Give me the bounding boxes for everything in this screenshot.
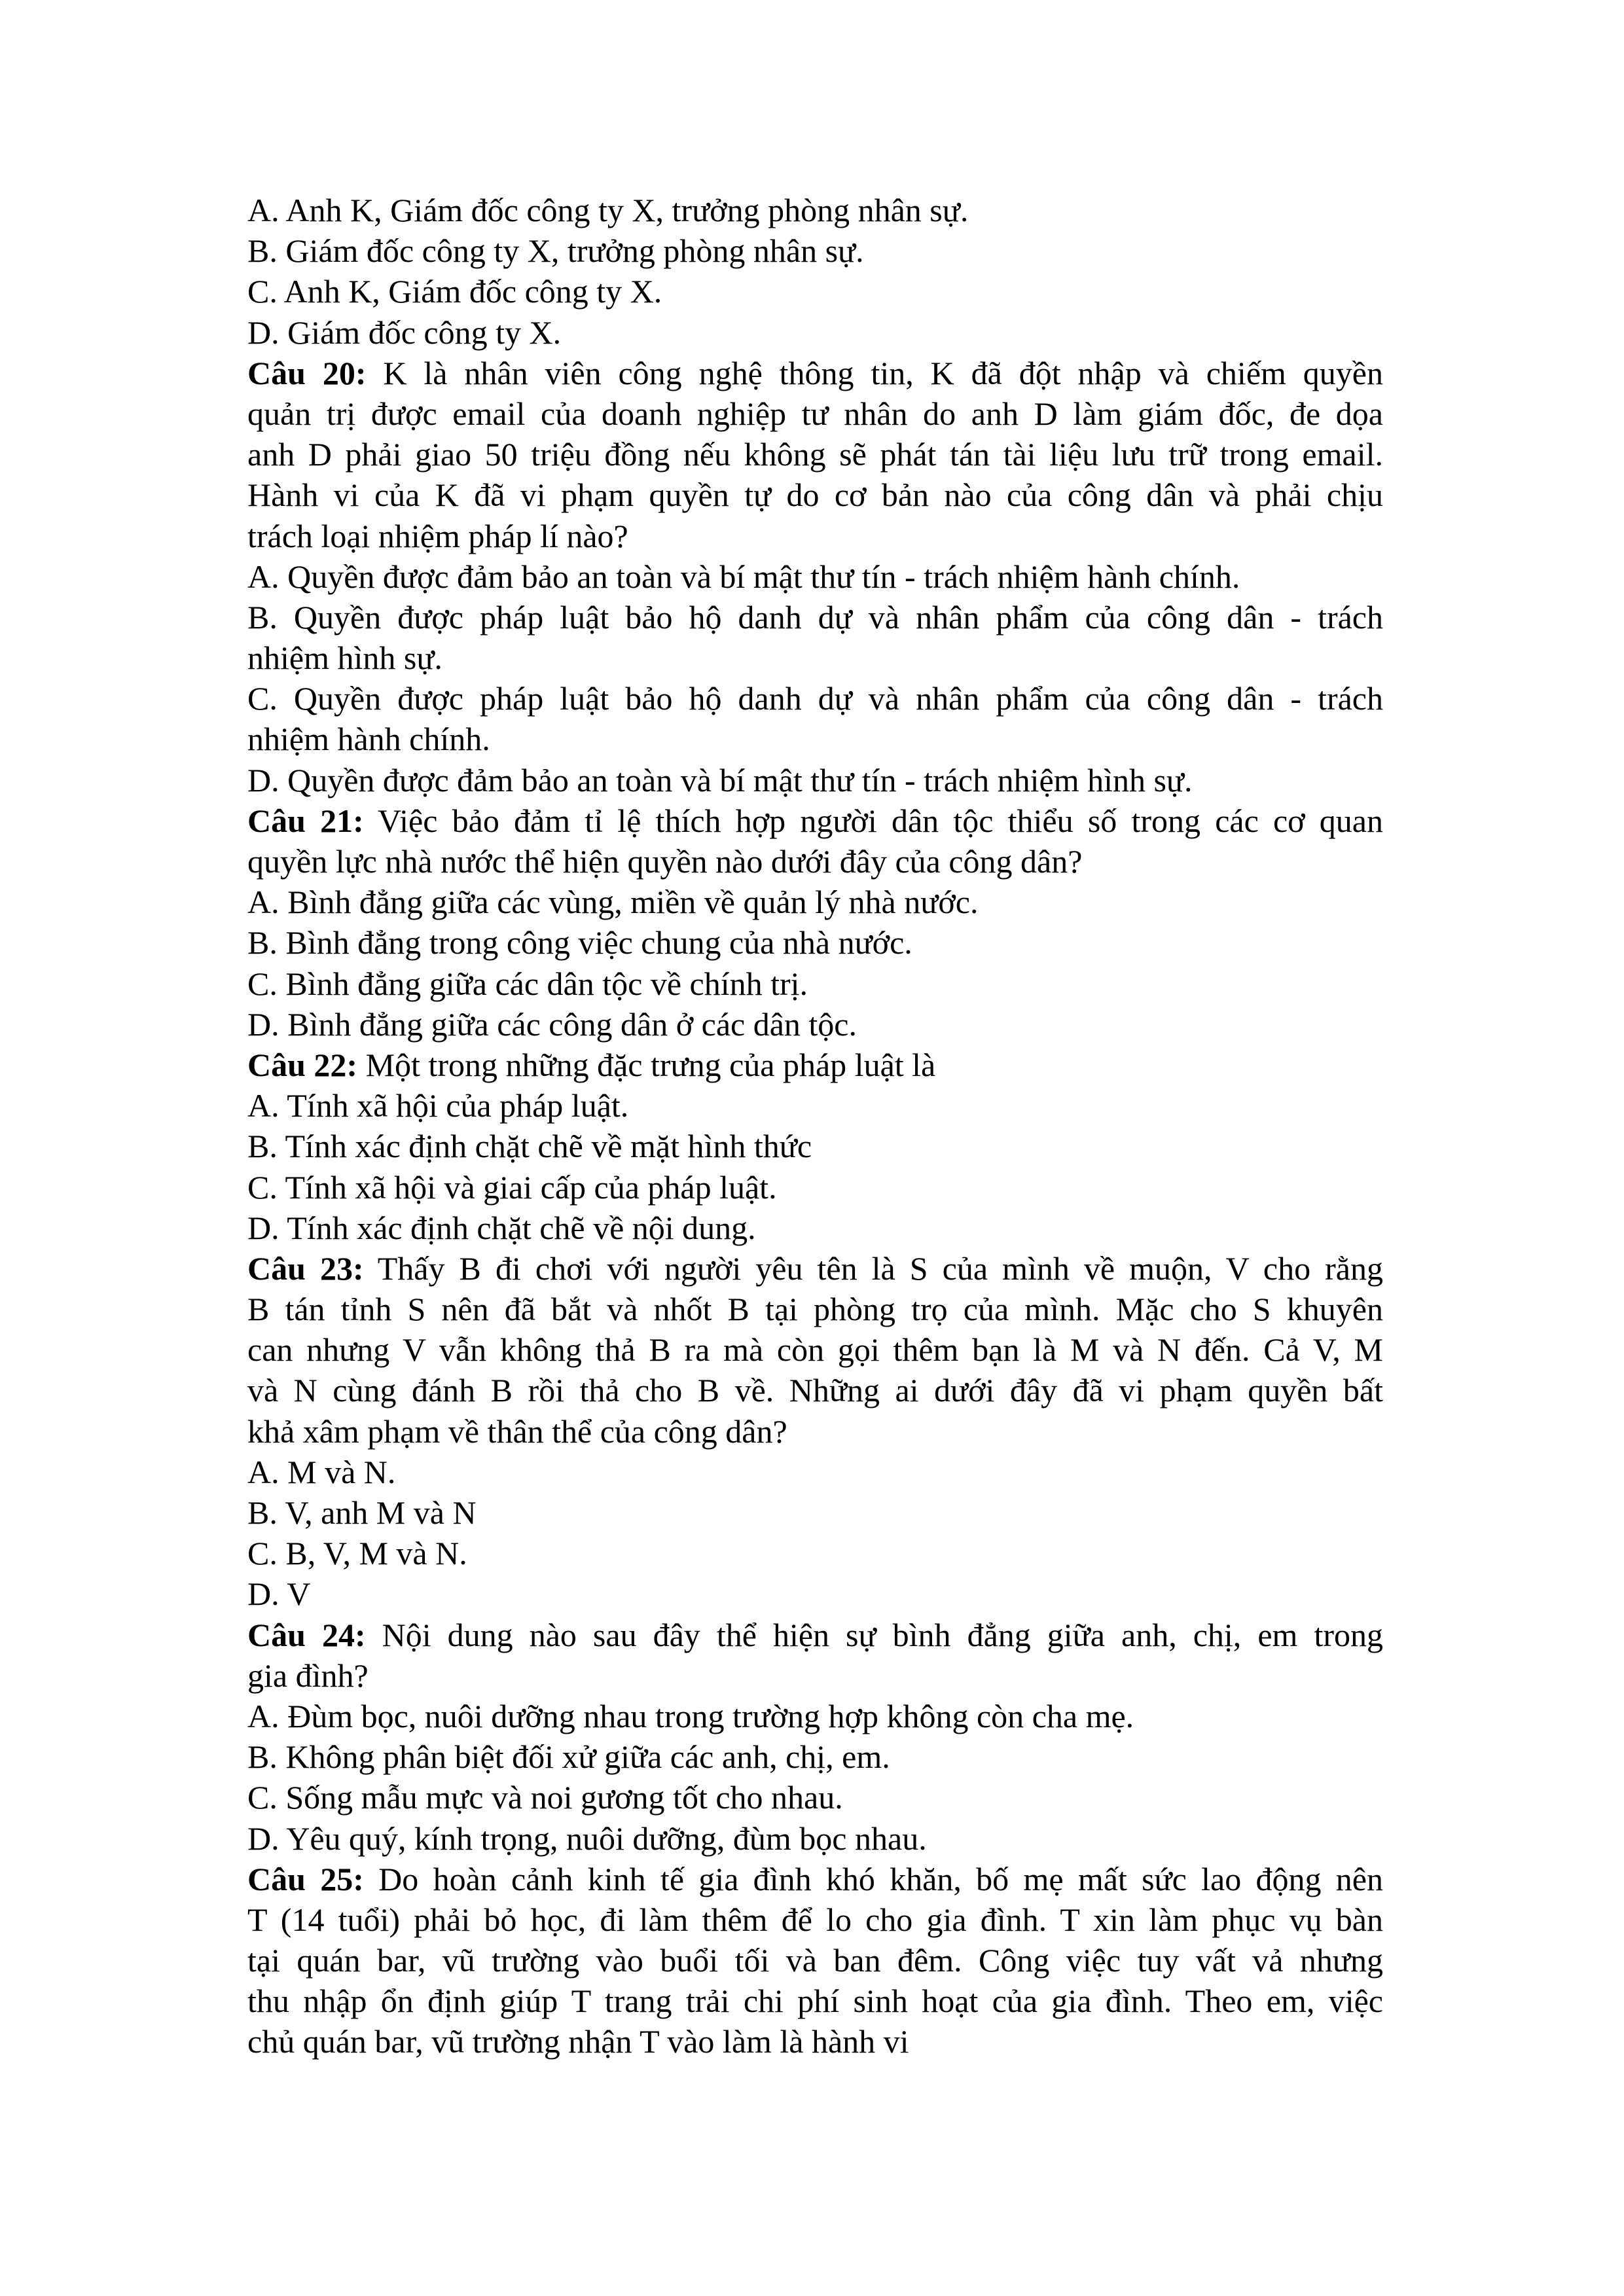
- q22-stem-line: [247, 1045, 1383, 1085]
- q25-label: Câu 25:: [247, 1860, 364, 1897]
- q23-stem-line: B tán tỉnh S nên đã bắt và nhốt B tại phòng trọ của mình. Mặc cho S khuyên: [247, 1291, 1383, 1328]
- q22-option-d: D. Tính xác định chặt chẽ về nội dung.: [247, 1209, 756, 1246]
- q25-stem-line: chủ quán bar, vũ trường nhận T vào làm là hành vi: [247, 2023, 909, 2060]
- q21-label: Câu 21:: [247, 802, 364, 839]
- q22-option-c: C. Tính xã hội và giai cấp của pháp luật.: [247, 1168, 777, 1206]
- q20-option-c: C. Quyền được pháp luật bảo hộ danh dự và nhân phẩm của công dân - trách: [247, 680, 1383, 717]
- q20-stem-line: Hành vi của K đã vi phạm quyền tự do cơ bản nào của công dân và phải chịu: [247, 476, 1383, 514]
- document-page: [247, 190, 1383, 2062]
- q24-stem-line: [247, 1615, 1383, 1655]
- q23-option-c: C. B, V, M và N.: [247, 1535, 467, 1572]
- q23-label: Câu 23:: [247, 1249, 364, 1287]
- q24-option-c: C. Sống mẫu mực và noi gương tốt cho nhau.: [247, 1779, 843, 1816]
- q23-option-a: A. M và N.: [247, 1453, 396, 1490]
- q19-option-a: A. Anh K, Giám đốc công ty X, trưởng phòng nhân sự.: [247, 192, 969, 228]
- q24-stem-line: gia đình?: [247, 1657, 369, 1694]
- q19-option-c: C. Anh K, Giám đốc công ty X.: [247, 273, 662, 310]
- q20-option-b: B. Quyền được pháp luật bảo hộ danh dự và nhân phẩm của công dân - trách: [247, 598, 1383, 636]
- q23-option-b: B. V, anh M và N: [247, 1494, 477, 1531]
- q23-stem-line: [247, 1248, 1383, 1289]
- q23-option-d: D. V: [247, 1575, 311, 1613]
- q19-option-b: B. Giám đốc công ty X, trưởng phòng nhân sự.: [247, 232, 864, 270]
- q25-stem-line: thu nhập ổn định giúp T trang trải chi phí sinh hoạt của gia đình. Theo em, việc: [247, 1982, 1383, 2020]
- q21-option-a: A. Bình đẳng giữa các vùng, miền về quản lý nhà nước.: [247, 884, 979, 921]
- q21-stem-line: [247, 800, 1383, 841]
- q24-option-b: B. Không phân biệt đối xử giữa các anh, chị, em.: [247, 1738, 890, 1776]
- q25-stem-text: Do hoàn cảnh kinh tế gia đình khó khăn, bố mẹ mất sức lao động nên: [363, 1860, 1383, 1897]
- q24-label: Câu 24:: [247, 1616, 366, 1653]
- q20-stem-line: [247, 353, 1383, 393]
- q20-stem-text: K là nhân viên công nghệ thông tin, K đã đột nhập và chiếm quyền: [366, 354, 1383, 391]
- q20-option-d: D. Quyền được đảm bảo an toàn và bí mật thư tín - trách nhiệm hình sự.: [247, 761, 1193, 798]
- q22-option-b: B. Tính xác định chặt chẽ về mặt hình thức: [247, 1128, 812, 1165]
- q25-stem-line: [247, 1859, 1383, 1899]
- q20-stem-line: quản trị được email của doanh nghiệp tư nhân do anh D làm giám đốc, đe dọa: [247, 395, 1383, 432]
- q23-stem-line: khả xâm phạm về thân thể của công dân?: [247, 1412, 787, 1450]
- q20-label: Câu 20:: [247, 354, 367, 391]
- q25-stem-line: tại quán bar, vũ trường vào buổi tối và ban đêm. Công việc tuy vất vả nhưng: [247, 1942, 1383, 1979]
- q21-stem-line: quyền lực nhà nước thể hiện quyền nào dưới đây của công dân?: [247, 843, 1083, 880]
- q23-stem-line: can nhưng V vẫn không thả B ra mà còn gọi thêm bạn là M và N đến. Cả V, M: [247, 1331, 1383, 1369]
- q21-option-c: C. Bình đẳng giữa các dân tộc về chính trị.: [247, 965, 808, 1002]
- q23-stem-line: và N cùng đánh B rồi thả cho B về. Những ai dưới đây đã vi phạm quyền bất: [247, 1372, 1383, 1409]
- q22-stem-text: Một trong những đặc trưng của pháp luật là: [357, 1046, 936, 1083]
- q20-stem-line: anh D phải giao 50 triệu đồng nếu không sẽ phát tán tài liệu lưu trữ trong email.: [247, 436, 1383, 473]
- q20-option-c-cont: nhiệm hành chính.: [247, 721, 490, 758]
- q24-stem-text: Nội dung nào sau đây thể hiện sự bình đẳng giữa anh, chị, em trong: [365, 1616, 1383, 1653]
- q25-stem-line: T (14 tuổi) phải bỏ học, đi làm thêm để lo cho gia đình. T xin làm phục vụ bàn: [247, 1901, 1383, 1938]
- q24-option-a: A. Đùm bọc, nuôi dưỡng nhau trong trường hợp không còn cha mẹ.: [247, 1697, 1134, 1734]
- q19-option-d: D. Giám đốc công ty X.: [247, 314, 562, 351]
- q24-option-d: D. Yêu quý, kính trọng, nuôi dưỡng, đùm bọc nhau.: [247, 1820, 927, 1857]
- q22-label: Câu 22:: [247, 1046, 358, 1083]
- q20-option-b-cont: nhiệm hình sự.: [247, 639, 442, 677]
- q20-option-a: A. Quyền được đảm bảo an toàn và bí mật thư tín - trách nhiệm hành chính.: [247, 558, 1240, 595]
- q21-option-b: B. Bình đẳng trong công việc chung của nhà nước.: [247, 924, 912, 961]
- q23-stem-text: Thấy B đi chơi với người yêu tên là S của mình về muộn, V cho rằng: [363, 1249, 1383, 1287]
- q21-option-d: D. Bình đẳng giữa các công dân ở các dân tộc.: [247, 1005, 857, 1043]
- q21-stem-text: Việc bảo đảm tỉ lệ thích hợp người dân tộc thiểu số trong các cơ quan: [363, 802, 1383, 839]
- q20-stem-line: trách loại nhiệm pháp lí nào?: [247, 517, 628, 554]
- q22-option-a: A. Tính xã hội của pháp luật.: [247, 1087, 629, 1124]
